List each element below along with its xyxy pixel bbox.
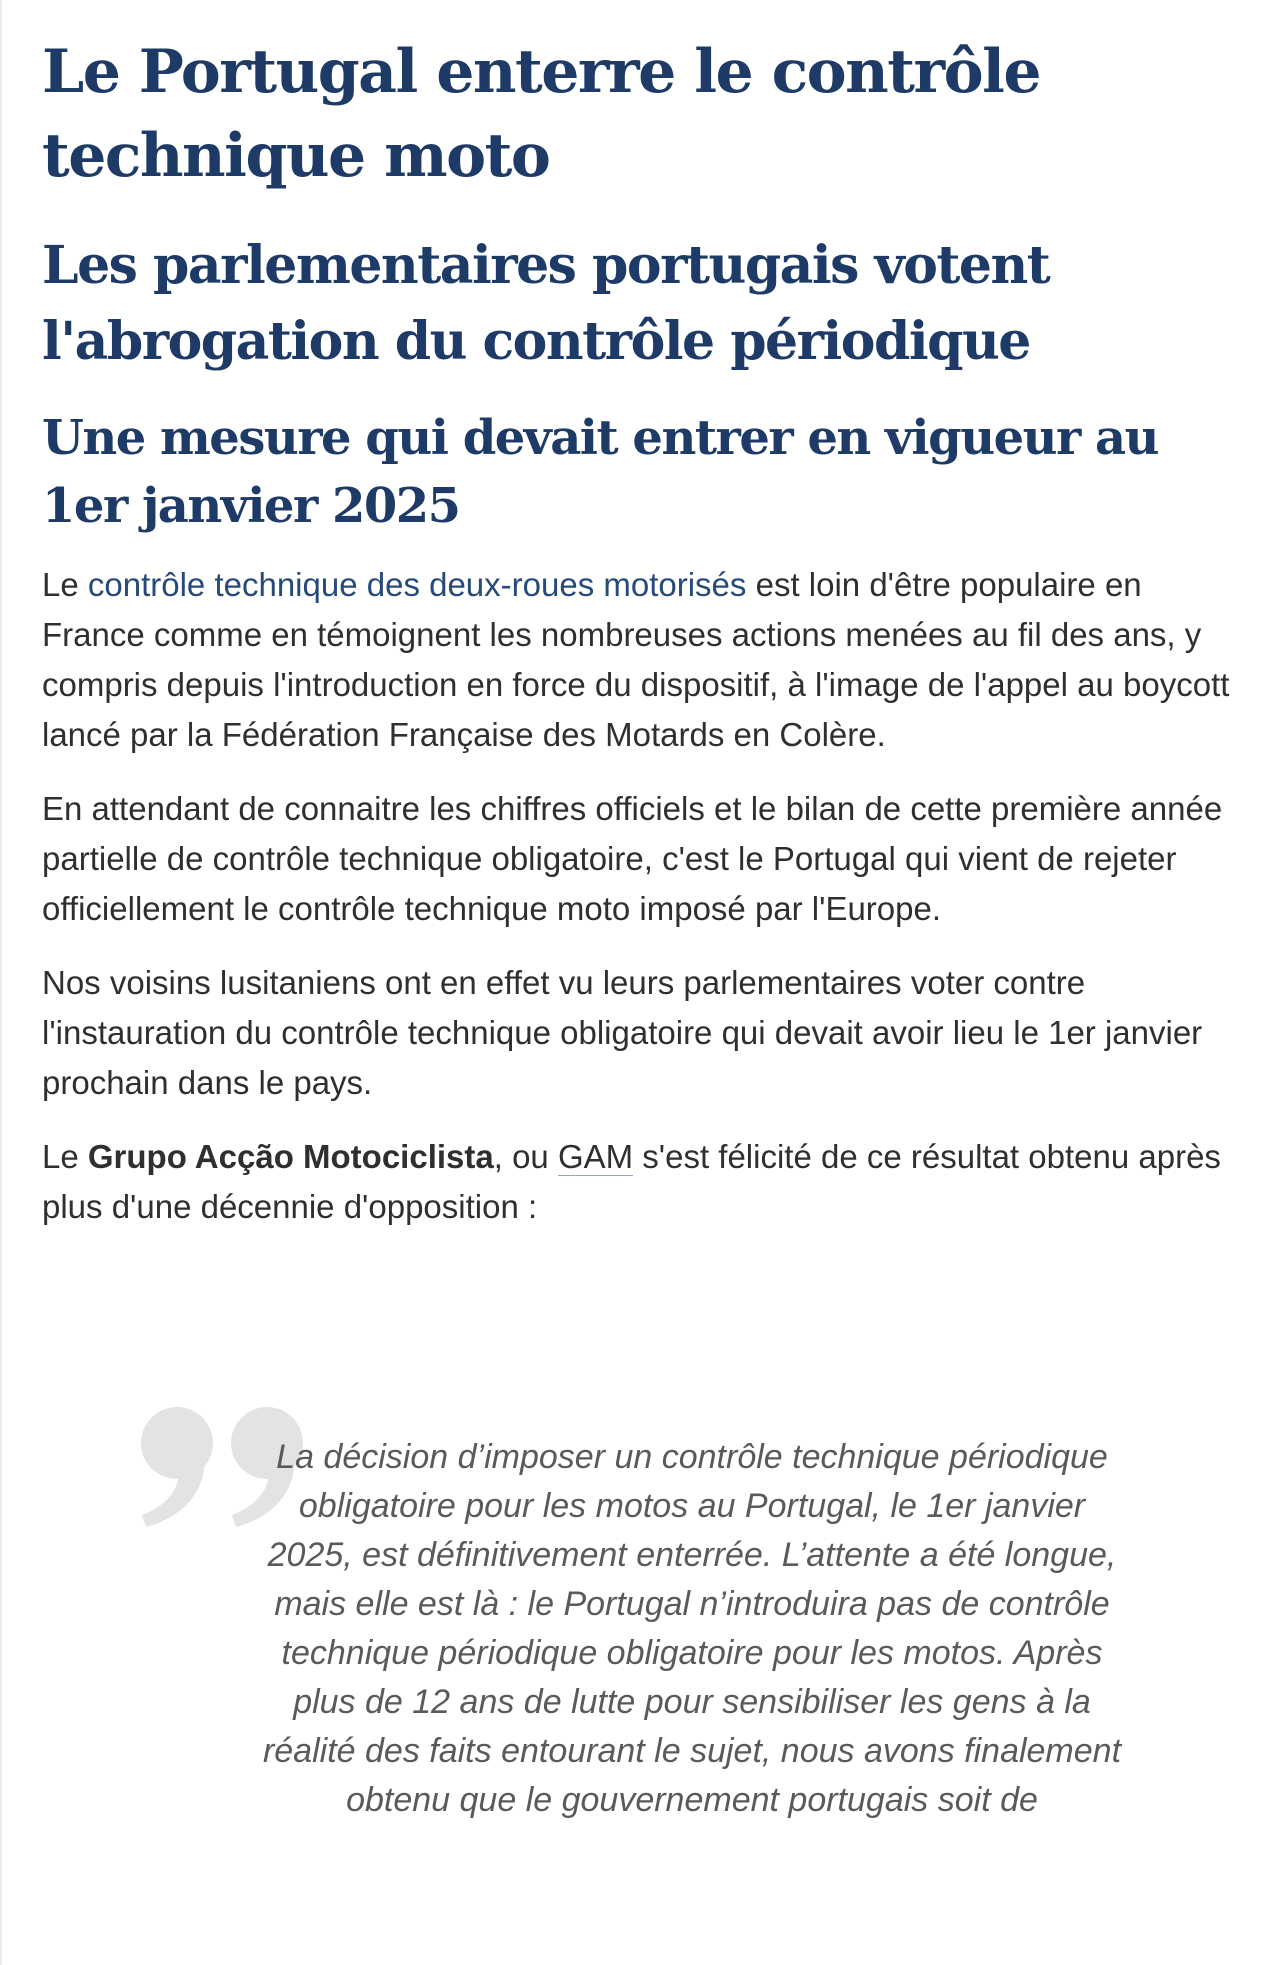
org-name: Grupo Acção Motociclista (87, 1138, 494, 1175)
paragraph-4-mid: , ou (493, 1138, 558, 1175)
blockquote (132, 1395, 1132, 1955)
quote-text: La décision d’imposer un contrôle technique périodique obligatoire pour les motos au Portugal, le 1er janvier 2025, est définitivement enterrée. L’attente a été longue, mais elle est là : le Portugal n’introduira pas de contrôle technique périodique obligatoire pour les motos. Après plus de 12 ans de lutte pour sensibiliser les gens à la réalité des faits entourant le sujet, nous avons finalement obtenu que le gouvernement portugais soit de (262, 1438, 1122, 1819)
paragraph-4 (42, 1132, 1242, 1232)
paragraph-2: En attendant de connaitre les chiffres officiels et le bilan de cette première année partielle de contrôle technique obligatoire, c'est le Portugal qui vient de rejeter officiellement le contrôle technique moto imposé par l'Europe. (42, 790, 1223, 927)
article-lede: Une mesure qui devait entrer en vigueur au 1er janvier 2025 (42, 410, 1159, 534)
controle-technique-link[interactable]: contrôle technique des deux-roues motorisés (87, 566, 747, 603)
paragraph-1 (42, 560, 1242, 760)
article-title: Le Portugal enterre le contrôle technique moto (42, 37, 1041, 191)
paragraph-1-pre: Le (42, 566, 88, 603)
paragraph-3: Nos voisins lusitaniens ont en effet vu leurs parlementaires voter contre l'instauration du contrôle technique obligatoire qui devait avoir lieu le 1er janvier prochain dans le pays. (42, 964, 1203, 1101)
paragraph-1-post: est loin d'être populaire en France comme en témoignent les nombreuses actions menées au fil des ans, y compris depuis l'introduction en force du dispositif, à l'image de l'appel au boycott lancé par la Fédération Française des Motards en Colère. (42, 566, 1230, 753)
article-subtitle: Les parlementaires portugais votent l'abrogation du contrôle périodique (42, 235, 1050, 372)
gam-link[interactable]: GAM (557, 1138, 634, 1175)
paragraph-4-pre: Le (42, 1138, 88, 1175)
article-body (42, 30, 1252, 1232)
paragraph-4-post: s'est félicité de ce résultat obtenu après plus d'une décennie d'opposition : (42, 1138, 1221, 1225)
